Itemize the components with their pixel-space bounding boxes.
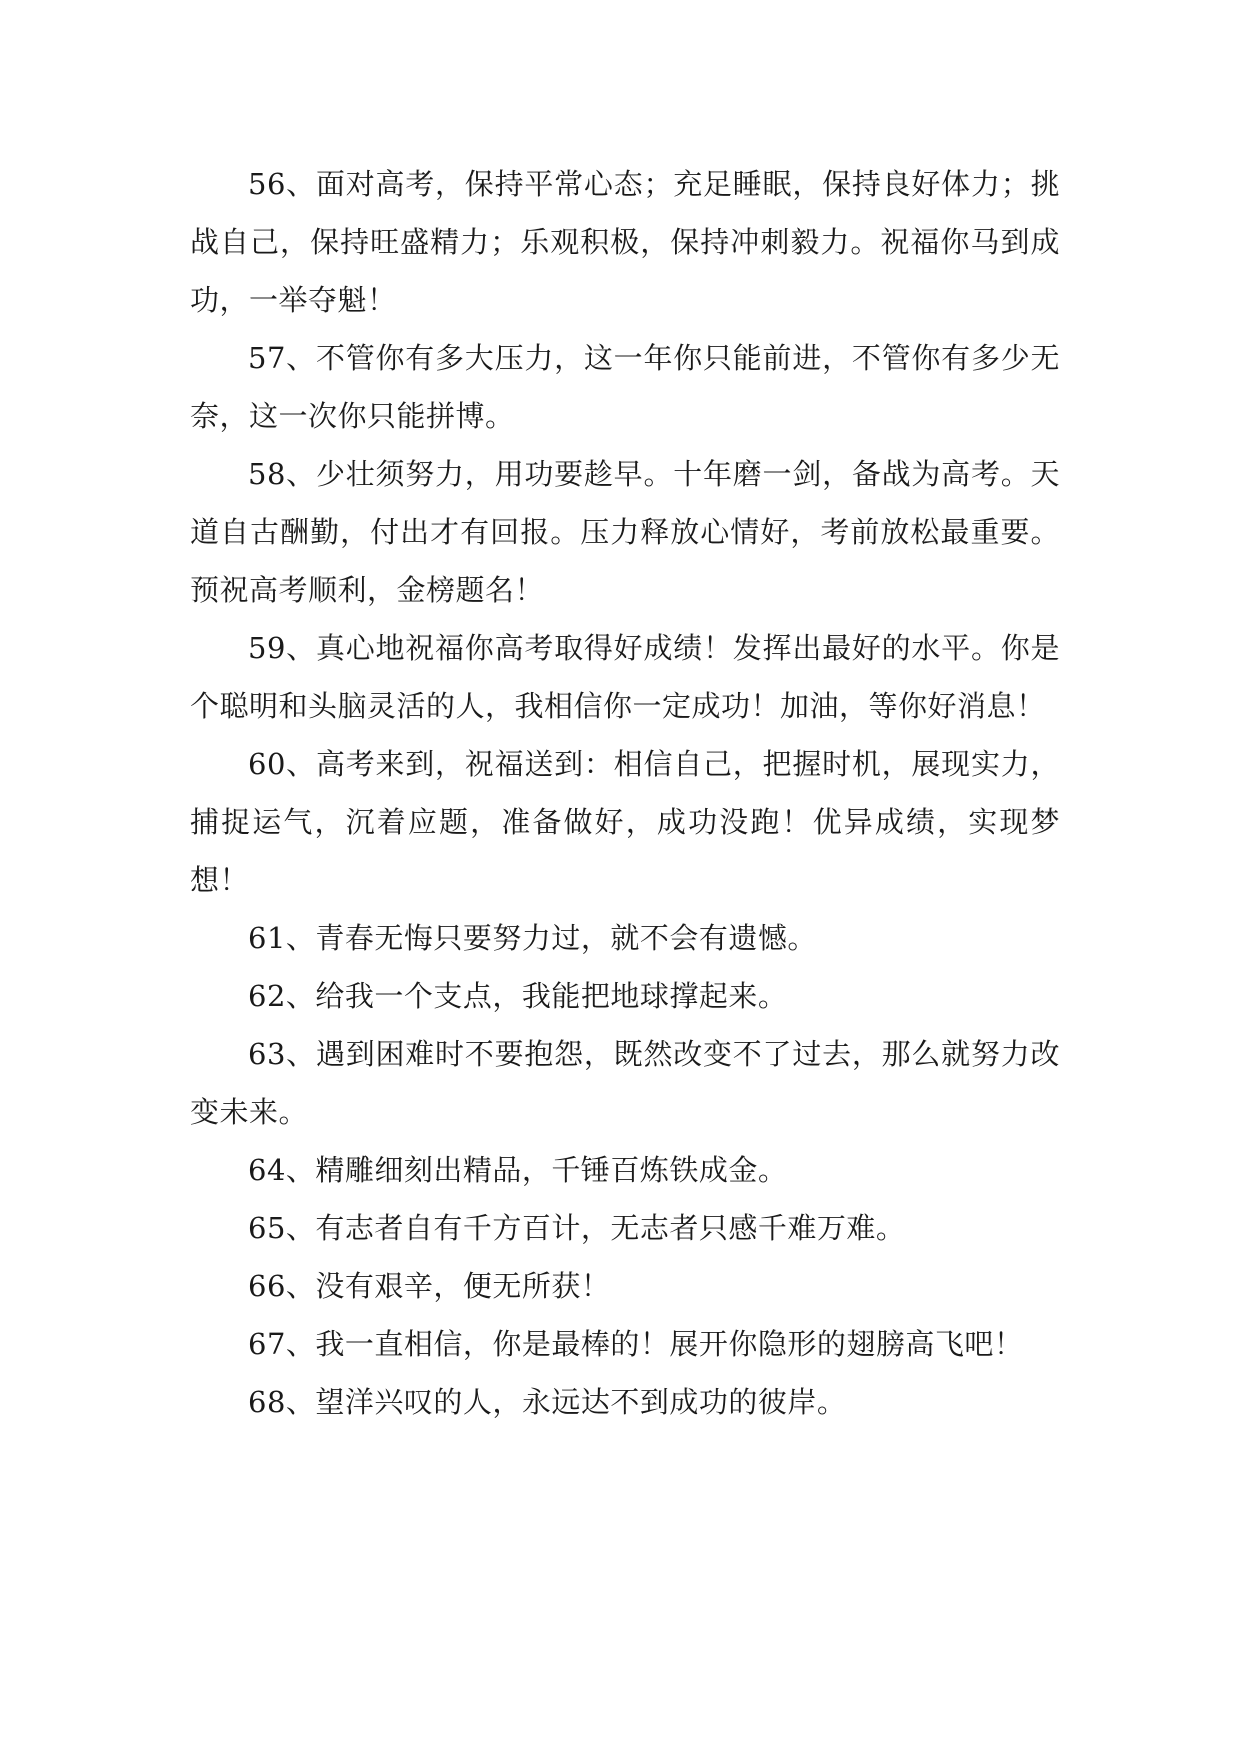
paragraph-65: 65、有志者自有千方百计，无志者只感千难万难。 (248, 1211, 906, 1245)
paragraph-64: 64、精雕细刻出精品，千锤百炼铁成金。 (248, 1153, 788, 1187)
paragraph-61: 61、青春无悔只要努力过，就不会有遗憾。 (248, 921, 817, 955)
paragraph-63: 63、遇到困难时不要抱怨，既然改变不了过去，那么就努力改变未来。 (190, 1037, 1060, 1129)
document-body (190, 155, 1060, 1431)
paragraph-56: 56、面对高考，保持平常心态；充足睡眠，保持良好体力；挑战自己，保持旺盛精力；乐观积极，保持冲刺毅力。祝福你马到成功，一举夺魁！ (190, 167, 1060, 317)
paragraph-57: 57、不管你有多大压力，这一年你只能前进，不管你有多少无奈，这一次你只能拼博。 (190, 341, 1060, 433)
paragraph-60: 60、高考来到，祝福送到：相信自己，把握时机，展现实力，捕捉运气，沉着应题，准备做好，成功没跑！优异成绩，实现梦想！ (190, 747, 1060, 897)
paragraph-58: 58、少壮须努力，用功要趁早。十年磨一剑，备战为高考。天道自古酬勤，付出才有回报。压力释放心情好，考前放松最重要。预祝高考顺利，金榜题名！ (190, 457, 1060, 607)
paragraph-59: 59、真心地祝福你高考取得好成绩！发挥出最好的水平。你是个聪明和头脑灵活的人，我相信你一定成功！加油，等你好消息！ (190, 631, 1060, 723)
paragraph-66: 66、没有艰辛，便无所获！ (248, 1269, 611, 1303)
paragraph-62: 62、给我一个支点，我能把地球撑起来。 (248, 979, 788, 1013)
paragraph-68: 68、望洋兴叹的人，永远达不到成功的彼岸。 (248, 1385, 847, 1419)
paragraph-67: 67、我一直相信，你是最棒的！展开你隐形的翅膀高飞吧！ (248, 1327, 1024, 1361)
